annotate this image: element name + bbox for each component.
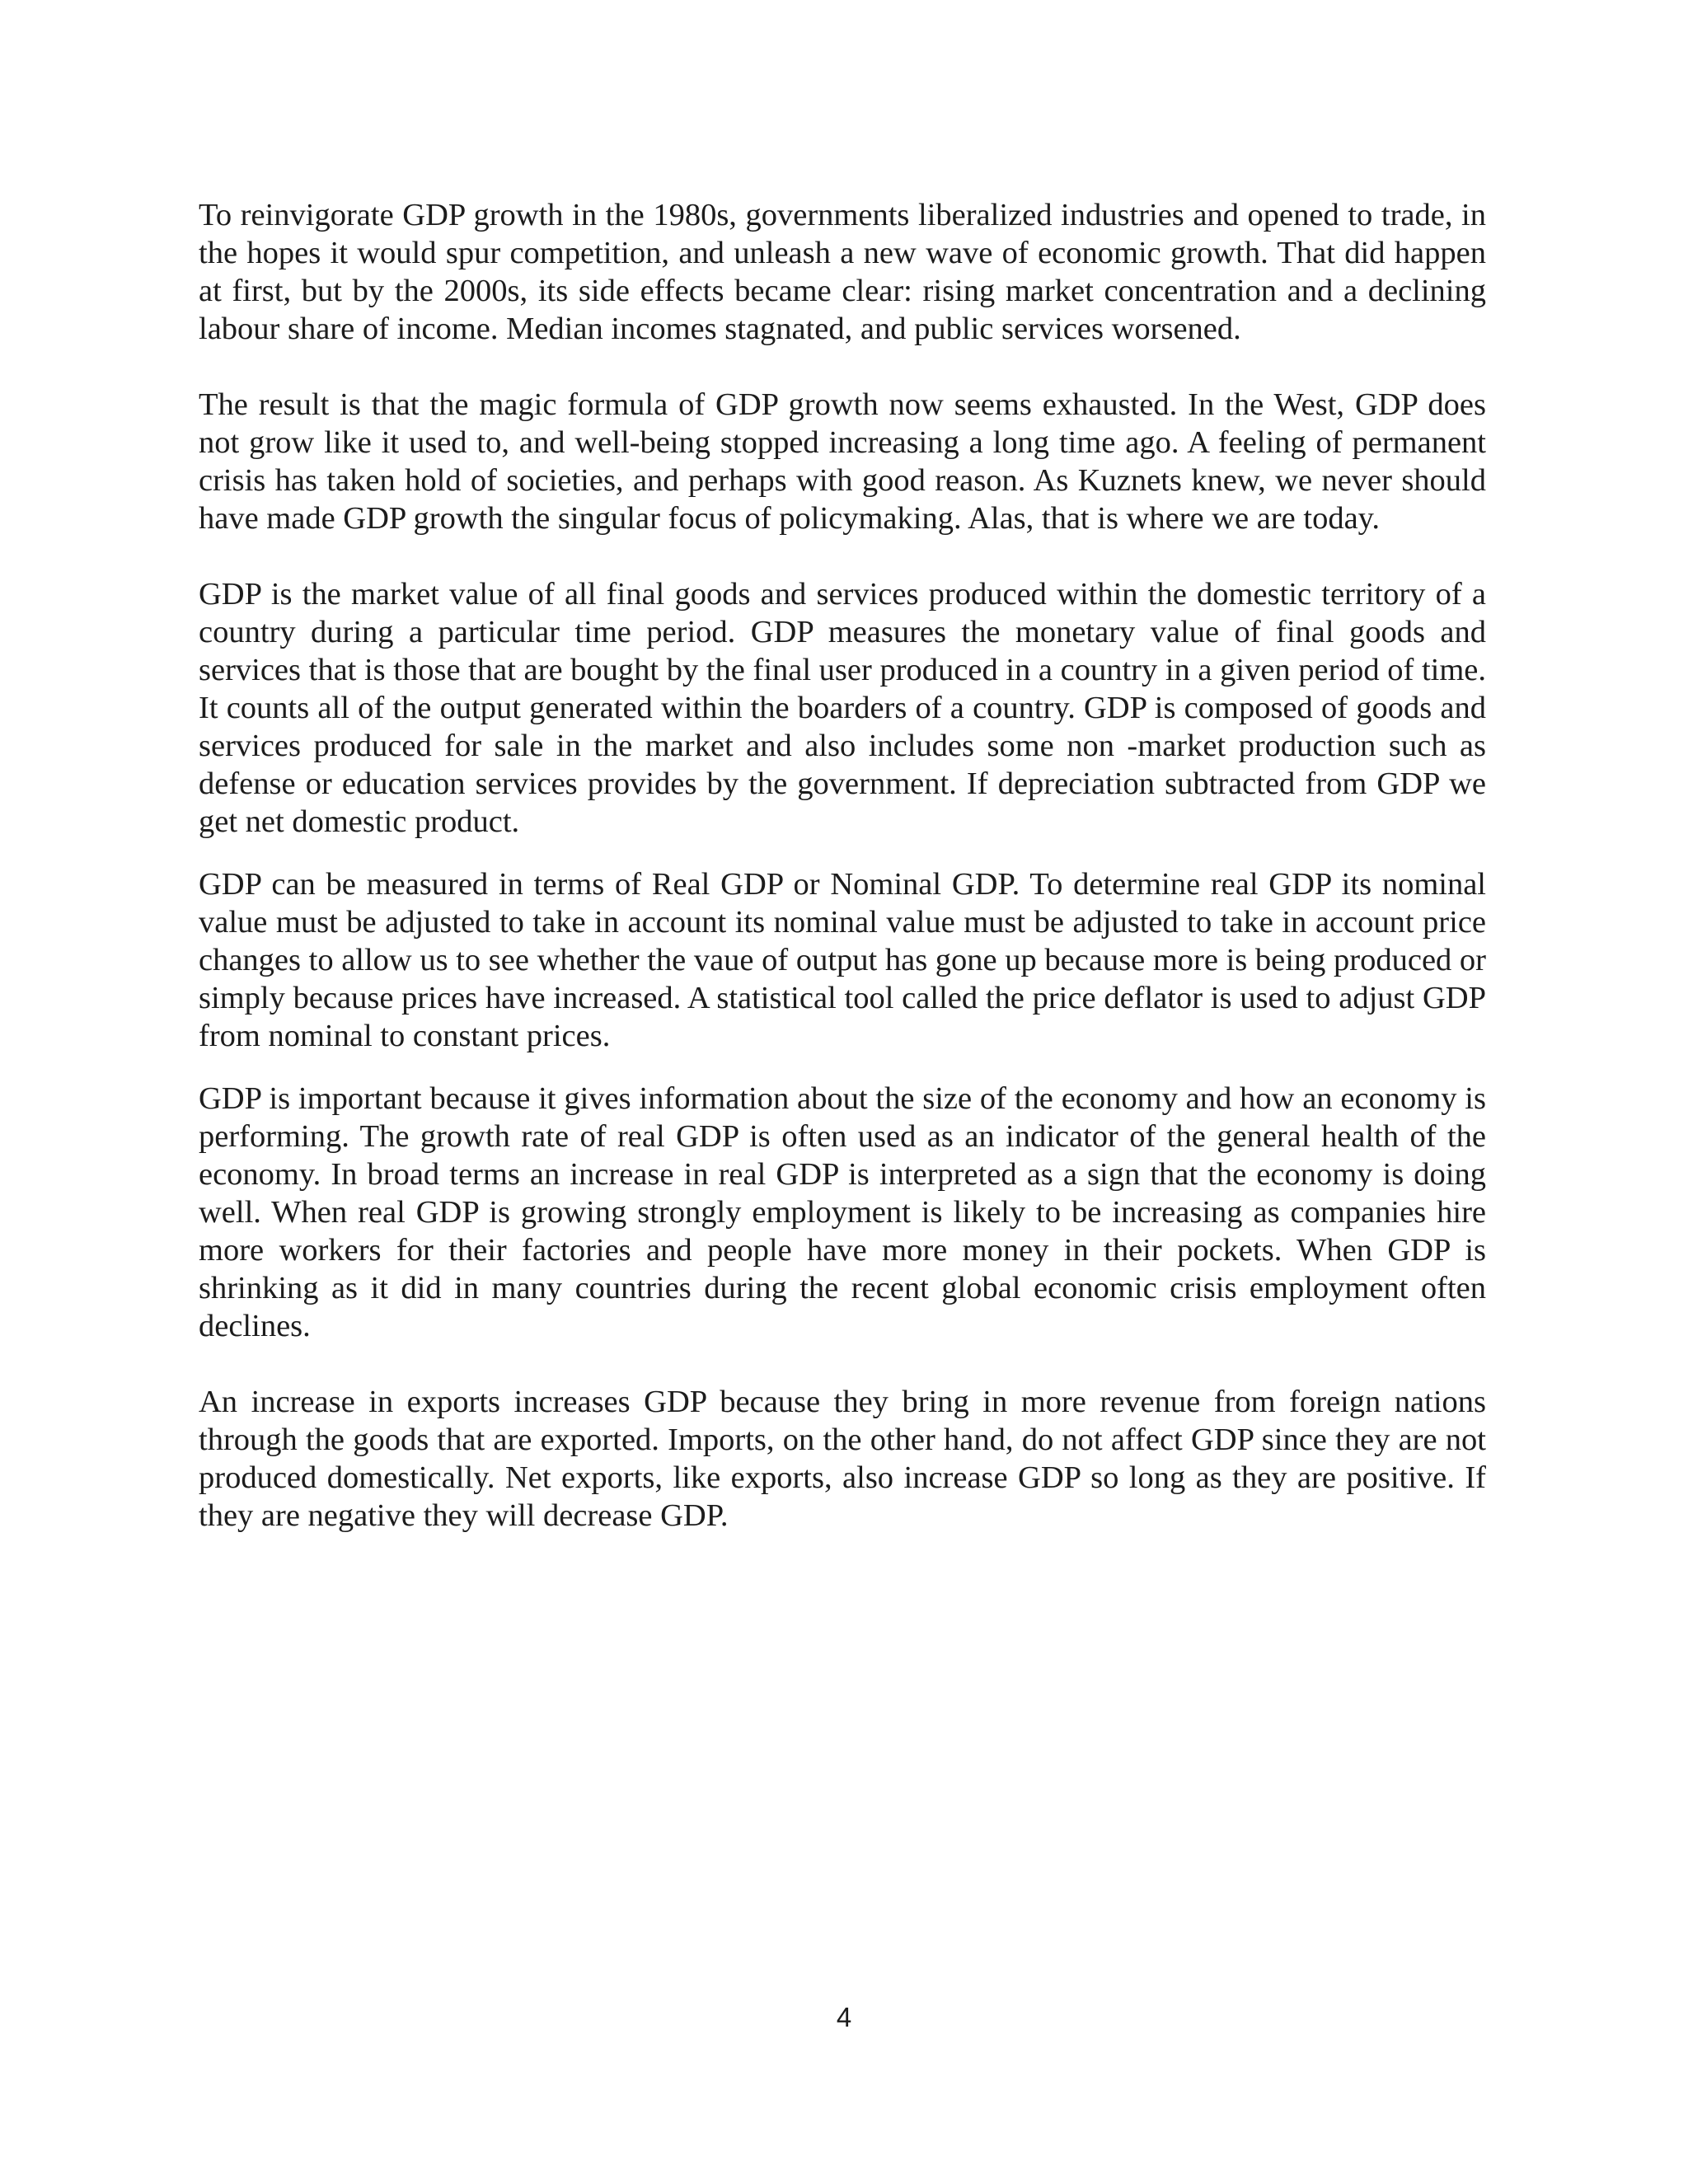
paragraph-real-vs-nominal-gdp: GDP can be measured in terms of Real GDP or Nominal GDP. To determine real GDP its nominal value must be adjusted to take in account its nominal value must be adjusted to take in account price changes to allow us to see whether the vaue of output has gone up because more is being produced or simply because prices have increased. A statistical tool called the price deflator is used to adjust GDP from nominal to constant prices. — [199, 867, 1486, 1053]
paragraph-exports-imports: An increase in exports increases GDP because they bring in more revenue from foreign nations through the goods that are exported. Imports, on the other hand, do not affect GDP since they are not produced domestically. Net exports, like exports, also increase GDP so long as they are positive. If they are negative they will decrease GDP. — [199, 1385, 1486, 1533]
page-number: 4 — [836, 2002, 852, 2032]
paragraph-gdp-definition: GDP is the market value of all final goods and services produced within the domestic territory of a country during a particular time period. GDP measures the monetary value of final goods and services that is those that are bought by the final user produced in a country in a given period of time. It counts all of the output generated within the boarders of a country. GDP is composed of goods and services produced for sale in the market and also includes some non -market production such as defense or education services provides by the government. If depreciation subtracted from GDP we get net domestic product. — [199, 577, 1487, 839]
paragraph-gdp-growth-1980s: To reinvigorate GDP growth in the 1980s, governments liberalized industries and opened to trade, in the hopes it would spur competition, and unleash a new wave of economic growth. That did happen at first, but by the 2000s, its side effects became clear: rising market concentration and a declining labour share of income. Median incomes stagnated, and public services worsened. — [199, 198, 1486, 346]
body-text — [199, 196, 1486, 1572]
paragraph-gdp-formula-exhausted: The result is that the magic formula of GDP growth now seems exhausted. In the West, GDP does not grow like it used to, and well-being stopped increasing a long time ago. A feeling of permanent crisis has taken hold of societies, and perhaps with good reason. As Kuznets knew, we never should have made GDP growth the singular focus of policymaking. Alas, that is where we are today. — [199, 387, 1486, 536]
paragraph-gdp-importance: GDP is important because it gives information about the size of the economy and how an economy is performing. The growth rate of real GDP is often used as an indicator of the general health of the economy. In broad terms an increase in real GDP is interpreted as a sign that the economy is doing well. When real GDP is growing strongly employment is likely to be increasing as companies hire more workers for their factories and people have more money in their pockets. When GDP is shrinking as it did in many countries during the recent global economic crisis employment often declines. — [199, 1081, 1486, 1343]
